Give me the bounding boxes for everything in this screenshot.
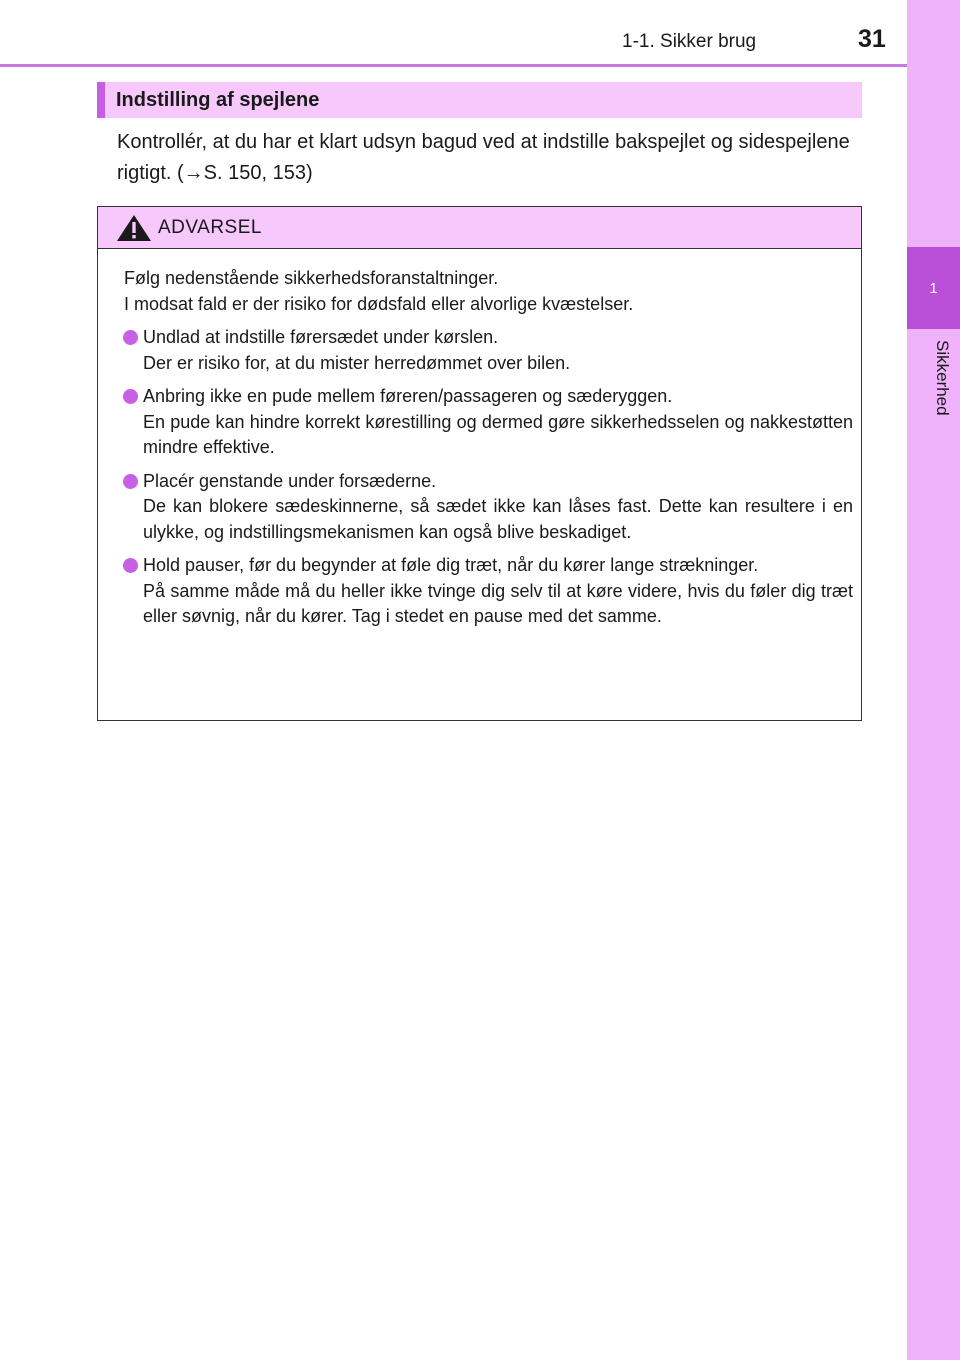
warning-title: ADVARSEL xyxy=(158,216,262,238)
header-section-title: 1-1. Sikker brug xyxy=(622,31,757,52)
warning-item-title: Placér genstande under forsæderne. xyxy=(143,470,437,491)
warning-intro-line: I modsat fald er der risiko for dødsfald eller alvorlige kvæstelser. xyxy=(124,293,634,314)
header-divider xyxy=(0,64,907,67)
chapter-number: 1 xyxy=(929,279,938,297)
warning-header xyxy=(98,207,861,249)
bullet-dot-icon xyxy=(123,389,138,404)
warning-list-item xyxy=(124,325,853,376)
warning-box xyxy=(97,206,862,721)
warning-item-text: På samme måde må du heller ikke tvinge dig selv til at køre videre, hvis du føler dig træt eller søvnig, når du kører. Tag i stedet en pause med det samme. xyxy=(143,580,853,626)
chapter-label: Sikkerhed xyxy=(933,340,952,416)
warning-list-item xyxy=(124,384,853,461)
chapter-number-tab xyxy=(907,247,960,329)
warning-body xyxy=(98,249,861,630)
bullet-dot-icon xyxy=(123,558,138,573)
bullet-dot-icon xyxy=(123,330,138,345)
bullet-dot-icon xyxy=(123,474,138,489)
warning-item-text: Der er risiko for, at du mister herredømmet over bilen. xyxy=(143,352,571,373)
warning-intro-line: Følg nedenstående sikkerhedsforanstaltninger. xyxy=(124,268,499,288)
warning-item-title: Undlad at indstille førersædet under kørslen. xyxy=(143,327,499,347)
page-number: 31 xyxy=(858,25,886,53)
warning-item-text: De kan blokere sædeskinnerne, så sædet ikke kan låses fast. Dette kan resultere i en ulykke, og indstillingsmekanismen kan også blive beskadiget. xyxy=(143,496,853,542)
warning-intro xyxy=(124,266,853,317)
side-tab xyxy=(907,0,960,1360)
warning-item-title: Hold pauser, før du begynder at føle dig træt, når du kører lange strækninger. xyxy=(143,555,759,575)
warning-item-text: En pude kan hindre korrekt kørestilling og dermed gøre sikkerhedsselen og nakkestøtten mindre effektive. xyxy=(143,411,853,457)
warning-item-title: Anbring ikke en pude mellem føreren/passageren og sæderyggen. xyxy=(143,386,673,406)
warning-triangle-icon xyxy=(116,214,152,242)
warning-list-item xyxy=(124,469,853,546)
section-intro-text: Kontrollér, at du har et klart udsyn bagud ved at indstille bakspejlet og sidespejlene rigtigt. (→S. 150, 153) xyxy=(117,131,850,184)
section-heading xyxy=(97,82,862,118)
warning-list-item xyxy=(124,553,853,630)
section-heading-text: Indstilling af spejlene xyxy=(116,88,320,111)
